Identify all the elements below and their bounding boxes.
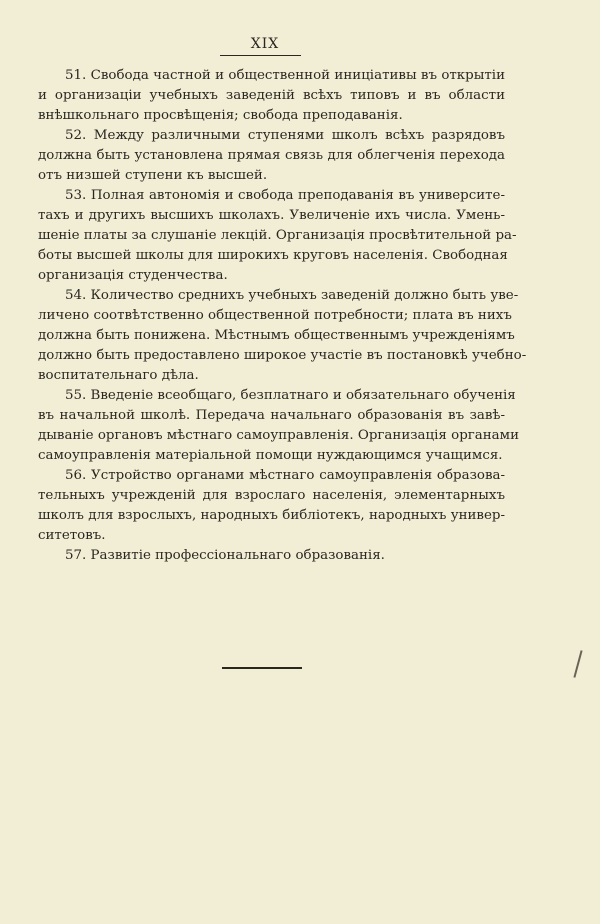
text-line: 55. Введенiе всеобщаго, безплатнаго и обязательнаго обученiя: [65, 388, 516, 403]
text-line: должна быть установлена прямая связь для облегченiя перехода: [38, 148, 505, 163]
text-line: тельныхъ учрежденiй для взрослаго населенiя, элементарныхъ: [38, 488, 505, 503]
text-line: 54. Количество среднихъ учебныхъ заведенiй должно быть уве-: [65, 288, 519, 303]
paragraph-55: [38, 386, 520, 466]
paragraph-54: [38, 286, 527, 386]
text-line: личено соотвѣтственно общественной потребности; плата въ нихъ: [38, 308, 512, 323]
text-line: школъ для взрослыхъ, народныхъ библiотекъ, народныхъ универ-: [38, 508, 505, 523]
text-line: 56. Устройство органами мѣстнаго самоуправленiя образова-: [65, 468, 505, 483]
text-line: дыванiе органовъ мѣстнаго самоуправленiя. Организацiя органами: [38, 428, 520, 443]
header-rule: [220, 55, 301, 56]
text-line: внѣшкольнаго просвѣщенiя; свобода преподаванiя.: [38, 108, 403, 123]
text-line: самоуправленiя матерiальной помощи нуждающимся учащимся.: [38, 448, 503, 463]
text-line: въ начальной школѣ. Передача начальнаго образованiя въ завѣ-: [38, 408, 505, 423]
text-line: боты высшей школы для широкихъ круговъ населенiя. Свободная: [38, 248, 508, 263]
page-body: [38, 66, 527, 566]
text-line: 53. Полная автономiя и свобода преподаванiя въ университе-: [65, 188, 505, 203]
text-line: тахъ и другихъ высшихъ школахъ. Увеличенiе ихъ числа. Умень-: [38, 208, 505, 223]
text-line: 57. Развитiе профессiональнаго образованiя.: [65, 548, 385, 563]
text-line: организацiя студенчества.: [38, 268, 228, 283]
page-number: XIX: [250, 36, 280, 52]
paragraph-56: [38, 466, 505, 546]
text-line: отъ низшей ступени къ высшей.: [38, 168, 268, 183]
paragraph-51: [38, 66, 505, 126]
text-line: ситетовъ.: [38, 528, 106, 543]
text-line: воспитательнаго дѣла.: [38, 368, 199, 383]
closing-rule: [222, 667, 302, 669]
paragraph-57: [38, 546, 505, 566]
text-line: и организацiи учебныхъ заведенiй всѣхъ типовъ и въ области: [38, 88, 505, 103]
text-line: 51. Свобода частной и общественной иницiативы въ открытiи: [65, 68, 505, 83]
paragraph-53: [38, 186, 517, 286]
text-line: должна быть понижена. Мѣстнымъ общественнымъ учрежденiямъ: [38, 328, 515, 343]
text-line: 52. Между различными ступенями школъ всѣхъ разрядовъ: [65, 128, 505, 143]
paragraph-52: [38, 126, 505, 186]
scan-mark: [573, 650, 582, 678]
text-line: должно быть предоставлено широкое участiе въ постановкѣ учебно-: [38, 348, 527, 363]
text-line: шенiе платы за слушанiе лекцiй. Организацiя просвѣтительной ра-: [38, 228, 517, 243]
